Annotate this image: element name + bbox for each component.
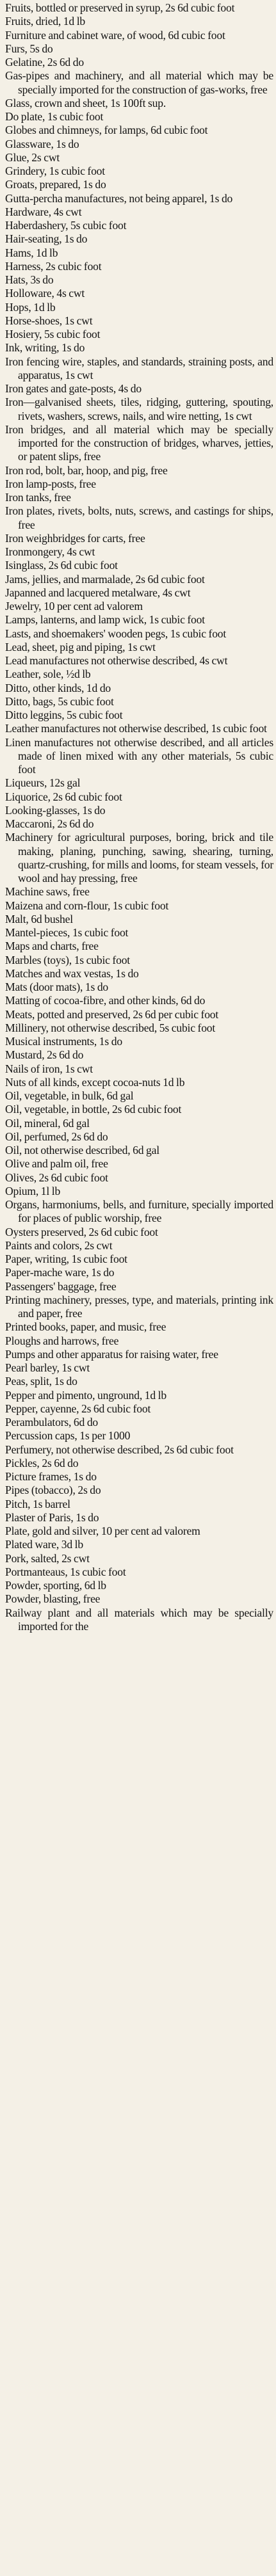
tariff-entry: Liquorice, 2s 6d cubic foot <box>5 790 122 803</box>
tariff-entry: Plated ware, 3d lb <box>5 1538 83 1551</box>
tariff-entry: Maizena and corn-flour, 1s cubic foot <box>5 899 169 912</box>
tariff-entry: Iron plates, rivets, bolts, nuts, screws, and castings for ships, free <box>5 504 273 531</box>
tariff-entry: Organs, harmoniums, bells, and furniture, specially imported for places of public worship, free <box>5 1198 273 1225</box>
tariff-entry: Hams, 1d lb <box>5 246 58 259</box>
tariff-entry: Globes and chimneys, for lamps, 6d cubic foot <box>5 124 208 137</box>
tariff-entry: Glassware, 1s do <box>5 137 79 150</box>
tariff-entry: Plate, gold and silver, 10 per cent ad valorem <box>5 1524 200 1537</box>
tariff-entry: Ditto, other kinds, 1d do <box>5 681 111 694</box>
tariff-entry: Jams, jellies, and marmalade, 2s 6d cubic foot <box>5 572 205 586</box>
tariff-entry: Marbles (toys), 1s cubic foot <box>5 953 130 966</box>
tariff-entry: Isinglass, 2s 6d cubic foot <box>5 559 118 572</box>
tariff-entry: Malt, 6d bushel <box>5 912 73 925</box>
tariff-entry: Gelatine, 2s 6d do <box>5 56 84 68</box>
tariff-entry: Do plate, 1s cubic foot <box>5 110 104 123</box>
tariff-entry: Iron lamp-posts, free <box>5 477 96 490</box>
tariff-entry: Hosiery, 5s cubic foot <box>5 328 101 340</box>
tariff-entry: Looking-glasses, 1s do <box>5 803 106 817</box>
tariff-entry: Pearl barley, 1s cwt <box>5 1361 90 1374</box>
tariff-entry: Printed books, paper, and music, free <box>5 1320 166 1334</box>
tariff-entry: Jewelry, 10 per cent ad valorem <box>5 600 143 612</box>
tariff-entry: Perfumery, not otherwise described, 2s 6d cubic foot <box>5 1443 234 1456</box>
tariff-entry: Liqueurs, 12s gal <box>5 776 81 790</box>
tariff-entry: Pepper, cayenne, 2s 6d cubic foot <box>5 1402 151 1415</box>
tariff-entry: Glass, crown and sheet, 1s 100ft sup. <box>5 96 166 109</box>
tariff-entry: Maccaroni, 2s 6d do <box>5 817 94 830</box>
tariff-entry: Harness, 2s cubic foot <box>5 259 102 273</box>
tariff-entry: Grindery, 1s cubic foot <box>5 164 105 177</box>
tariff-entry: Meats, potted and preserved, 2s 6d per cubic foot <box>5 1007 219 1021</box>
tariff-entry: Olive and palm oil, free <box>5 1157 108 1171</box>
tariff-entry: Ditto leggins, 5s cubic foot <box>5 708 123 721</box>
tariff-entry: Machine saws, free <box>5 885 90 899</box>
tariff-entry: Iron—galvanised sheets, tiles, ridging, guttering, spouting, rivets, washers, screws, nails, and wire netting, 1s cwt <box>5 396 273 422</box>
tariff-entry: Haberdashery, 5s cubic foot <box>5 219 127 232</box>
tariff-entry: Lamps, lanterns, and lamp wick, 1s cubic foot <box>5 613 205 627</box>
tariff-entry: Iron bridges, and all material which may be specially imported for the construction of bridges, wharves, jetties, or patent slips, free <box>5 422 273 463</box>
tariff-entry: Mats (door mats), 1s do <box>5 980 109 993</box>
tariff-entry: Horse-shoes, 1s cwt <box>5 314 93 327</box>
tariff-entry: Mantel-pieces, 1s cubic foot <box>5 926 129 939</box>
tariff-entry: Percussion caps, 1s per 1000 <box>5 1429 131 1443</box>
tariff-entry: Powder, sporting, 6d lb <box>5 1579 106 1592</box>
tariff-entry: Groats, prepared, 1s do <box>5 178 106 191</box>
tariff-entry: Pepper and pimento, unground, 1d lb <box>5 1388 166 1402</box>
tariff-entry: Furniture and cabinet ware, of wood, 6d cubic foot <box>5 28 225 42</box>
tariff-entry: Glue, 2s cwt <box>5 150 60 164</box>
tariff-entry: Paper, writing, 1s cubic foot <box>5 1252 127 1265</box>
tariff-entry: Linen manufactures not otherwise described, and all articles made of linen mixed with any other materials, 5s cubic foot <box>5 735 273 776</box>
tariff-entry: Oysters preserved, 2s 6d cubic foot <box>5 1225 158 1238</box>
tariff-entry: Pumps and other apparatus for raising water, free <box>5 1347 218 1361</box>
tariff-list <box>5 1 273 1633</box>
tariff-entry: Nails of iron, 1s cwt <box>5 1062 93 1075</box>
tariff-entry: Oil, not otherwise described, 6d gal <box>5 1144 159 1156</box>
tariff-entry: Printing machinery, presses, type, and materials, printing ink and paper, free <box>5 1293 273 1320</box>
tariff-entry: Ditto, bags, 5s cubic foot <box>5 694 114 708</box>
tariff-entry: Oil, perfumed, 2s 6d do <box>5 1130 108 1143</box>
tariff-entry: Oil, mineral, 6d gal <box>5 1116 90 1130</box>
tariff-entry: Iron gates and gate-posts, 4s do <box>5 382 142 395</box>
tariff-entry: Gutta-percha manufactures, not being apparel, 1s do <box>5 191 233 205</box>
tariff-entry: Oil, vegetable, in bottle, 2s 6d cubic foot <box>5 1103 182 1116</box>
tariff-entry: Holloware, 4s cwt <box>5 287 85 300</box>
tariff-entry: Iron rod, bolt, bar, hoop, and pig, free <box>5 463 168 477</box>
tariff-entry: Matches and wax vestas, 1s do <box>5 966 139 980</box>
tariff-entry: Hats, 3s do <box>5 273 54 286</box>
tariff-entry: Hair-seating, 1s do <box>5 232 88 246</box>
tariff-entry: Fruits, dried, 1d lb <box>5 15 85 28</box>
tariff-entry: Opium, 1l lb <box>5 1184 61 1197</box>
tariff-entry: Musical instruments, 1s do <box>5 1035 122 1048</box>
tariff-entry: Pitch, 1s barrel <box>5 1497 70 1510</box>
tariff-entry: Millinery, not otherwise described, 5s cubic foot <box>5 1021 216 1034</box>
tariff-entry: Pork, salted, 2s cwt <box>5 1551 90 1565</box>
tariff-entry: Picture frames, 1s do <box>5 1470 97 1483</box>
tariff-entry: Leather, sole, ½d lb <box>5 668 91 681</box>
tariff-entry: Lasts, and shoemakers' wooden pegs, 1s cubic foot <box>5 627 227 640</box>
tariff-entry: Portmanteaus, 1s cubic foot <box>5 1565 126 1578</box>
tariff-entry: Mustard, 2s 6d do <box>5 1048 84 1062</box>
tariff-entry: Pickles, 2s 6d do <box>5 1456 79 1469</box>
tariff-entry: Iron tanks, free <box>5 491 71 504</box>
tariff-entry: Fruits, bottled or preserved in syrup, 2s 6d cubic foot <box>5 1 235 14</box>
tariff-entry: Maps and charts, free <box>5 940 99 953</box>
tariff-entry: Powder, blasting, free <box>5 1592 101 1606</box>
tariff-entry: Perambulators, 6d do <box>5 1416 99 1428</box>
tariff-entry: Furs, 5s do <box>5 42 53 55</box>
tariff-entry: Pipes (tobacco), 2s do <box>5 1484 101 1497</box>
tariff-entry: Ironmongery, 4s cwt <box>5 545 95 558</box>
tariff-entry: Paper-mache ware, 1s do <box>5 1266 115 1279</box>
tariff-entry: Gas-pipes and machinery, and all material which may be specially imported for the construction of gas-works, free <box>5 69 273 96</box>
tariff-entry: Ploughs and harrows, free <box>5 1334 119 1347</box>
tariff-entry: Oil, vegetable, in bulk, 6d gal <box>5 1089 134 1102</box>
tariff-entry: Plaster of Paris, 1s do <box>5 1510 99 1524</box>
tariff-entry: Lead, sheet, pig and piping, 1s cwt <box>5 640 156 653</box>
tariff-entry: Olives, 2s 6d cubic foot <box>5 1171 108 1184</box>
tariff-entry: Lead manufactures not otherwise described, 4s cwt <box>5 654 228 667</box>
tariff-entry: Leather manufactures not otherwise described, 1s cubic foot <box>5 722 267 735</box>
tariff-entry: Iron fencing wire, staples, and standards, straining posts, and apparatus, 1s cwt <box>5 355 273 381</box>
tariff-entry: Iron weighbridges for carts, free <box>5 531 145 545</box>
tariff-entry: Machinery for agricultural purposes, boring, brick and tile making, planing, punching, sawing, shearing, turning, quartz-crushing, for mills and looms, for steam vessels, for wool and hay pressing, free <box>5 831 273 884</box>
tariff-entry: Railway plant and all materials which may be specially imported for the <box>5 1606 273 1633</box>
tariff-entry: Matting of cocoa-fibre, and other kinds, 6d do <box>5 994 206 1007</box>
tariff-entry: Nuts of all kinds, except cocoa-nuts 1d lb <box>5 1075 185 1089</box>
tariff-entry: Japanned and lacquered metalware, 4s cwt <box>5 586 191 599</box>
tariff-entry: Peas, split, 1s do <box>5 1375 77 1388</box>
tariff-entry: Hardware, 4s cwt <box>5 205 82 218</box>
tariff-entry: Paints and colors, 2s cwt <box>5 1238 113 1252</box>
tariff-entry: Passengers' baggage, free <box>5 1279 117 1293</box>
tariff-entry: Hops, 1d lb <box>5 300 56 314</box>
tariff-entry: Ink, writing, 1s do <box>5 341 85 355</box>
